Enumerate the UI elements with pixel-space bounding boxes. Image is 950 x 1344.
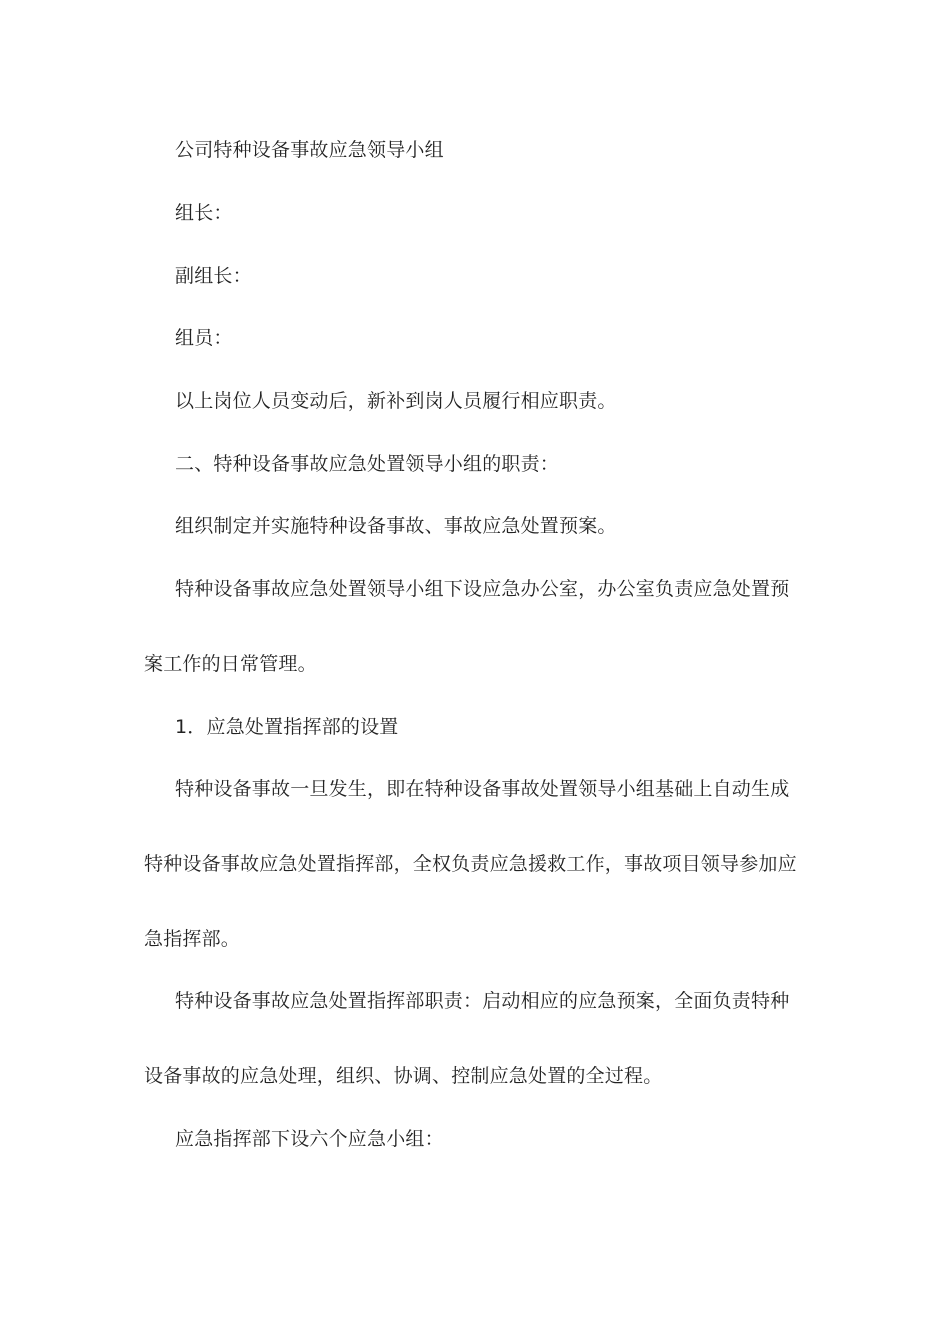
paragraph-command-line-1: 特种设备事故一旦发生，即在特种设备事故处置领导小组基础上自动生成 — [175, 778, 790, 800]
paragraph-duties-line-1: 特种设备事故应急处置指挥部职责：启动相应的应急预案，全面负责特种 — [175, 990, 790, 1012]
paragraph-duties-line-2: 设备事故的应急处理，组织、协调、控制应急处置的全过程。 — [144, 1065, 663, 1087]
members-label: 组员： — [175, 327, 233, 349]
paragraph-command-line-2: 特种设备事故应急处置指挥部，全权负责应急援救工作，事故项目领导参加应 — [144, 853, 797, 875]
deputy-leader-label: 副组长： — [175, 265, 252, 287]
paragraph-replacement-note: 以上岗位人员变动后，新补到岗人员履行相应职责。 — [175, 390, 617, 412]
paragraph-office-line-1: 特种设备事故应急处置领导小组下设应急办公室，办公室负责应急处置预 — [175, 578, 790, 600]
subheading-command-setup: 1．应急处置指挥部的设置 — [175, 716, 399, 738]
paragraph-groups: 应急指挥部下设六个应急小组： — [175, 1128, 444, 1150]
paragraph-plan: 组织制定并实施特种设备事故、事故应急处置预案。 — [175, 515, 617, 537]
section-heading-duties: 二、特种设备事故应急处置领导小组的职责： — [175, 453, 560, 475]
section-title: 公司特种设备事故应急领导小组 — [175, 139, 444, 161]
group-leader-label: 组长： — [175, 202, 233, 224]
paragraph-office-line-2: 案工作的日常管理。 — [144, 653, 317, 675]
paragraph-command-line-3: 急指挥部。 — [144, 928, 241, 950]
